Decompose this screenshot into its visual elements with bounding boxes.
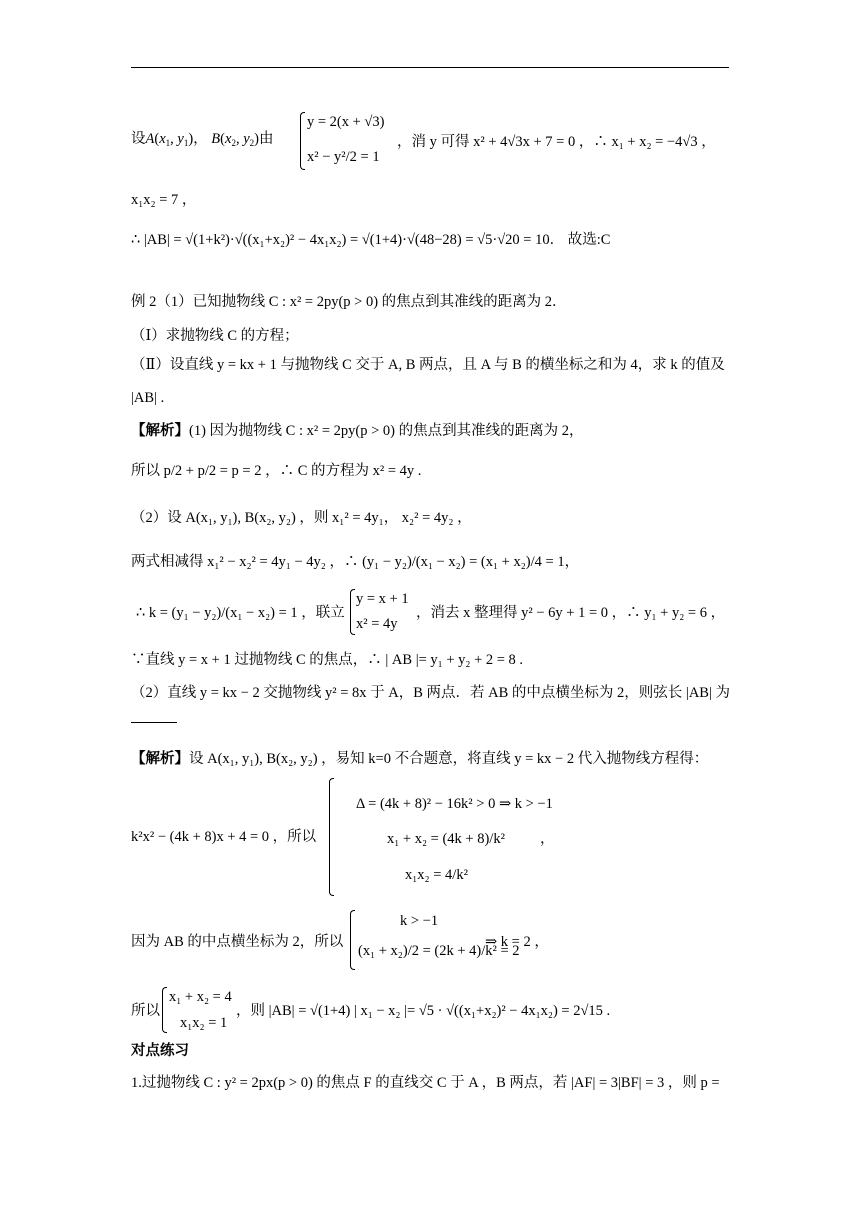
part-2-solution: 【解析】设 A(x₁, y₁), B(x₂, y₂) ，易知 k=0 不合题意，将直线 y = kx − 2 代入抛物线方程得： [131, 751, 709, 767]
ab-length-formula: ∴ |AB| = √(1+k²)·√((x₁+x₂)² − 4x₁x₂) = √(1+4)·√(48−28) = √5·√20 = 10 [131, 232, 550, 248]
system2-line-1: y = x + 1 [356, 591, 409, 607]
part-2-question: （2）直线 y = kx − 2 交抛物线 y² = 8x 于 A，B 两点．若 AB 的中点横坐标为 2，则弦长 |AB| 为 [131, 685, 730, 701]
final-line-label: 所以 [131, 1003, 160, 1019]
example2-title: 例 2（1）已知抛物线 C : x² = 2py(p > 0) 的焦点到其准线的距离为 2． [131, 294, 567, 310]
system3-left: k²x² − (4k + 8)x + 4 = 0 ，所以 [131, 829, 317, 845]
system-brace [300, 112, 305, 170]
final-result: ，则 |AB| = √(1+4) | x₁ − x₂ |= √5 · √((x₁+x₂)² − 4x₁x₂) = 2√15 . [236, 1003, 611, 1019]
system3-line-3: x₁x₂ = 4/k² [405, 867, 468, 883]
by-word: 由 [258, 131, 274, 147]
product-roots: x₁x₂ = 7 ， [131, 192, 197, 208]
midpoint-line: 因为 AB 的中点横坐标为 2，所以 [131, 934, 344, 950]
solution-5b: ，消去 x 整理得 y² − 6y + 1 = 0 ，∴ y₁ + y₂ = 6 ， [416, 605, 726, 621]
example1-intro: 设$A(x_1$, $y_1$)， $B(x_2$, $y_2$)由 [131, 131, 274, 148]
question-2b: |AB| . [131, 390, 165, 406]
system5-line-2: x₁x₂ = 1 [180, 1015, 228, 1031]
system4-line-1: k > −1 [400, 913, 439, 929]
p-equation: p/2 + p/2 = p = 2 [163, 463, 262, 479]
quadratic-eq: x² + 4√3x + 7 = 0 [473, 134, 576, 150]
system5-brace [162, 987, 167, 1033]
sum-roots: ，∴ x₁ + x₂ = −4√3 ， [578, 134, 716, 150]
solution-3: （2）设 A(x₁, y₁), B(x₂, y₂) ，则 x₁² = 4y₁， x₂² = 4y₂ ， [131, 510, 472, 526]
system2-line-2: x² = 4y [356, 616, 398, 632]
eliminate-text: ，消 y 可得 x² + 4√3x + 7 = 0 ，∴ x₁ + x₂ = −4√3 ， [397, 134, 716, 150]
answer-text: 故选:C [567, 232, 611, 248]
practice-heading: 对点练习 [131, 1043, 189, 1059]
slope-ratio: (y₁ − y₂)/(x₁ − x₂) = (x₁ + x₂)/4 = 1 [362, 554, 565, 570]
system3-line-2: x₁ + x₂ = (4k + 8)/k² [387, 831, 505, 847]
solution-1: 【解析】(1) 因为抛物线 C : x² = 2py(p > 0) 的焦点到其准线的距离为 2， [131, 423, 584, 439]
question-2a: （Ⅱ）设直线 y = kx + 1 与抛物线 C 交于 A, B 两点，且 A 与 B 的横坐标之和为 4，求 k 的值及 [131, 357, 725, 373]
system3-comma: ， [540, 831, 555, 847]
solution-label: 【解析】 [131, 423, 189, 439]
solution-6: ∵直线 y = x + 1 过抛物线 C 的焦点，∴ | AB |= y₁ + y₂ + 2 = 8 . [131, 652, 524, 668]
practice-item-1: 1.过抛物线 C : y² = 2px(p > 0) 的焦点 F 的直线交 C 于 A ，B 两点，若 |AF| = 3|BF| = 3 ，则 p = [131, 1075, 720, 1091]
solution-4: 两式相减得 x₁² − x₂² = 4y₁ − 4y₂ ，∴ (y₁ − y₂)/(x₁ − x₂) = (x₁ + x₂)/4 = 1， [131, 554, 580, 570]
system4-line-2: (x₁ + x₂)/2 = (2k + 4)/k² = 2 [358, 943, 520, 959]
system2-brace [350, 589, 355, 635]
header-rule [131, 67, 729, 68]
question-1: （Ⅰ）求抛物线 C 的方程； [131, 328, 299, 344]
system3-line-1: Δ = (4k + 8)² − 16k² > 0 ⇒ k > −1 [356, 796, 553, 812]
solution-2: 所以 p/2 + p/2 = p = 2 ，∴ C 的方程为 x² = 4y . [131, 463, 422, 479]
solution-5a: ∴ k = (y₁ − y₂)/(x₁ − x₂) = 1 ，联立 [136, 605, 345, 621]
ab-length-line: ∴ |AB| = √(1+k²)·√((x₁+x₂)² − 4x₁x₂) = √(1+4)·√(48−28) = √5·√20 = 10． 故选:C [131, 232, 611, 248]
system3-brace [329, 778, 334, 896]
k-result: ⇒ k = 2 ， [485, 934, 549, 950]
system-line-2: x² − y²/2 = 1 [307, 149, 380, 165]
set-word: 设 [131, 131, 146, 147]
system5-line-1: x₁ + x₂ = 4 [169, 989, 232, 1005]
answer-blank [131, 712, 177, 727]
system-line-1: y = 2(x + √3) [307, 114, 385, 130]
system4-brace [350, 910, 355, 970]
